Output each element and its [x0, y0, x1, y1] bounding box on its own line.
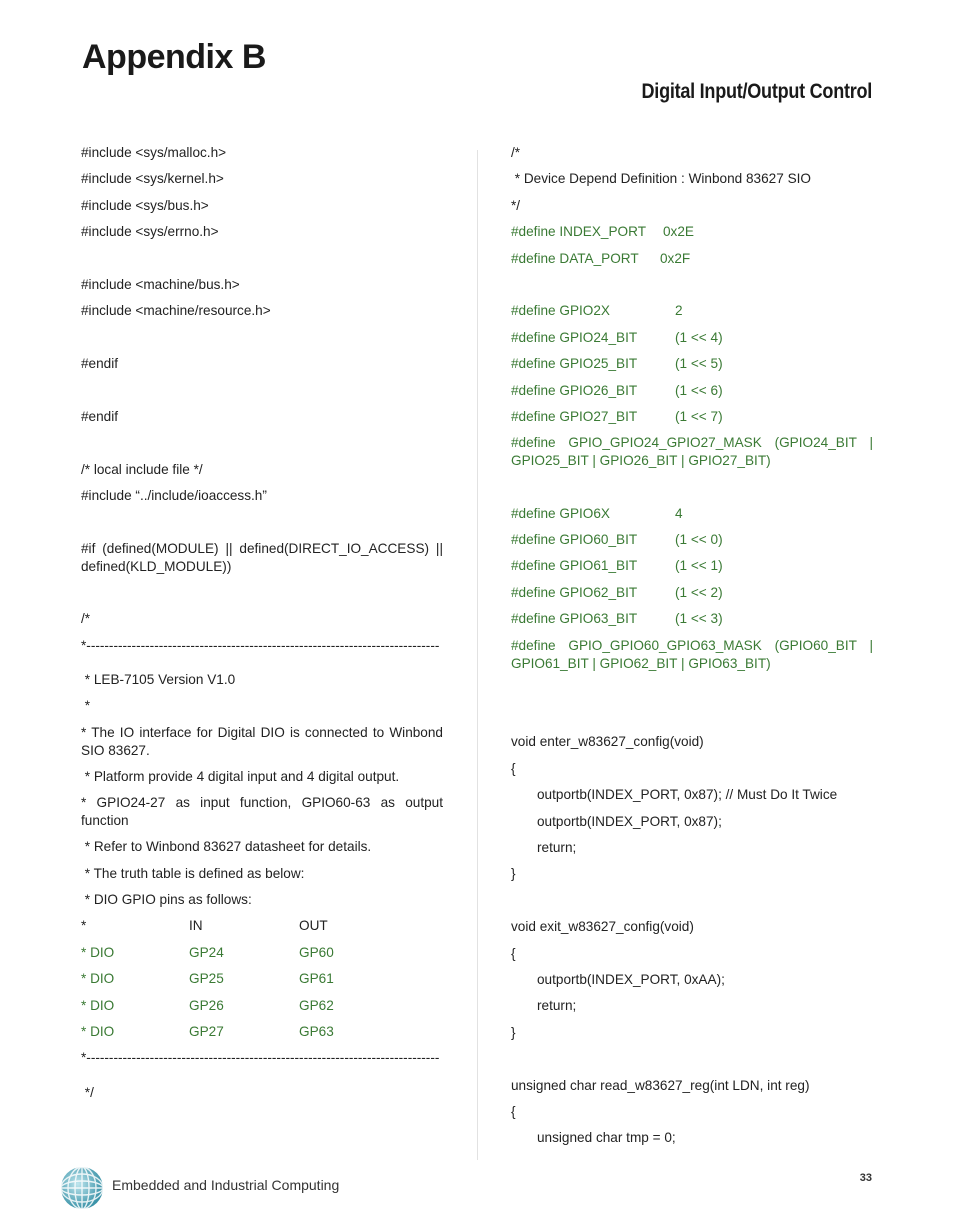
code-line: {	[511, 945, 516, 961]
code-line: #endif	[81, 408, 119, 424]
code-line: #if (defined(MODULE) || defined(DIRECT_IO_ACCESS) || defined(KLD_MODULE))	[81, 540, 443, 574]
right-code-column	[511, 144, 873, 1156]
code-line: outportb(INDEX_PORT, 0xAA);	[537, 971, 725, 987]
code-line: * DIO GPIO pins as follows:	[81, 891, 252, 907]
code-line: * LEB-7105 Version V1.0	[81, 672, 236, 688]
code-line: {	[511, 1103, 516, 1119]
code-line: * Refer to Winbond 83627 datasheet for details.	[81, 839, 372, 855]
page-title: Appendix B	[82, 38, 266, 76]
code-line: void exit_w83627_config(void)	[511, 919, 694, 935]
code-line: }	[511, 866, 516, 882]
separator-line: *------------------------------------------------------------------------------	[81, 1050, 440, 1066]
code-line: */	[81, 1084, 94, 1100]
blank-line	[511, 681, 873, 707]
define-line: #define GPIO61_BIT (1 << 1)	[511, 558, 723, 574]
blank-line	[81, 584, 443, 610]
code-line: void enter_w83627_config(void)	[511, 734, 704, 750]
code-line: #include <machine/bus.h>	[81, 276, 240, 292]
blank-line	[81, 250, 443, 276]
mask-define-line: #define GPIO_GPIO60_GPIO63_MASK (GPIO60_BIT | GPIO61_BIT | GPIO62_BIT | GPIO63_BIT)	[511, 637, 873, 671]
blank-line	[511, 1050, 873, 1076]
define-line: #define GPIO25_BIT (1 << 5)	[511, 356, 723, 372]
code-line: *	[81, 698, 91, 714]
code-line: * The truth table is defined as below:	[81, 865, 305, 881]
code-line: #include <sys/bus.h>	[81, 197, 209, 213]
code-line: #endif	[81, 356, 119, 372]
code-line: return;	[537, 839, 577, 855]
code-line: #include <machine/resource.h>	[81, 303, 271, 319]
gpio-table-row: * DIO GP25 GP61	[81, 971, 334, 987]
code-line: #include <sys/malloc.h>	[81, 145, 227, 160]
define-line: #define DATA_PORT 0x2F	[511, 250, 691, 266]
blank-line	[511, 707, 873, 733]
blank-line	[81, 382, 443, 408]
separator-line: *------------------------------------------------------------------------------	[81, 637, 440, 653]
define-line: #define GPIO60_BIT (1 << 0)	[511, 532, 723, 548]
code-line: #include “../include/ioaccess.h”	[81, 488, 267, 504]
footer-company-name: Embedded and Industrial Computing	[112, 1177, 340, 1193]
section-subtitle: Digital Input/Output Control	[641, 80, 872, 103]
left-code-column	[81, 144, 443, 1110]
define-line: #define GPIO24_BIT (1 << 4)	[511, 329, 723, 345]
code-line: /* local include file */	[81, 461, 203, 477]
define-line: #define GPIO6X 4	[511, 505, 683, 521]
code-line: /*	[81, 611, 91, 627]
blank-line	[81, 513, 443, 539]
page-number: 33	[859, 1172, 872, 1184]
code-line: * The IO interface for Digital DIO is connected to Winbond SIO 83627.	[81, 724, 443, 758]
code-line: outportb(INDEX_PORT, 0x87);	[537, 813, 722, 829]
blank-line	[511, 276, 873, 302]
code-line: outportb(INDEX_PORT, 0x87); // Must Do It Twice	[537, 787, 838, 803]
code-line: #include <sys/kernel.h>	[81, 171, 224, 187]
code-line: * GPIO24-27 as input function, GPIO60-63 as output function	[81, 795, 443, 829]
code-line: * Platform provide 4 digital input and 4 digital output.	[81, 768, 400, 784]
define-line: #define INDEX_PORT 0x2E	[511, 224, 694, 240]
code-line: unsigned char tmp = 0;	[537, 1130, 676, 1146]
code-line: * Device Depend Definition : Winbond 83627 SIO	[511, 171, 811, 187]
code-line: #include <sys/errno.h>	[81, 224, 219, 240]
column-divider	[477, 150, 478, 1160]
blank-line	[511, 892, 873, 918]
blank-line	[81, 329, 443, 355]
blank-line	[511, 478, 873, 504]
define-line: #define GPIO62_BIT (1 << 2)	[511, 584, 723, 600]
gpio-table-header: * IN OUT	[81, 918, 328, 934]
code-line: return;	[537, 998, 577, 1014]
gpio-table-row: * DIO GP24 GP60	[81, 944, 334, 960]
define-line: #define GPIO26_BIT (1 << 6)	[511, 382, 723, 398]
code-line: }	[511, 1024, 516, 1040]
gpio-table-row: * DIO GP27 GP63	[81, 1023, 334, 1039]
code-line: unsigned char read_w83627_reg(int LDN, int reg)	[511, 1077, 810, 1093]
define-line: #define GPIO2X 2	[511, 303, 683, 319]
gpio-table-row: * DIO GP26 GP62	[81, 997, 334, 1013]
code-line: /*	[511, 145, 521, 160]
code-line: {	[511, 760, 516, 776]
globe-logo-icon	[60, 1166, 104, 1210]
mask-define-line: #define GPIO_GPIO24_GPIO27_MASK (GPIO24_BIT | GPIO25_BIT | GPIO26_BIT | GPIO27_BIT)	[511, 435, 873, 469]
code-line: */	[511, 197, 521, 213]
define-line: #define GPIO63_BIT (1 << 3)	[511, 611, 723, 627]
define-line: #define GPIO27_BIT (1 << 7)	[511, 408, 723, 424]
blank-line	[81, 434, 443, 460]
